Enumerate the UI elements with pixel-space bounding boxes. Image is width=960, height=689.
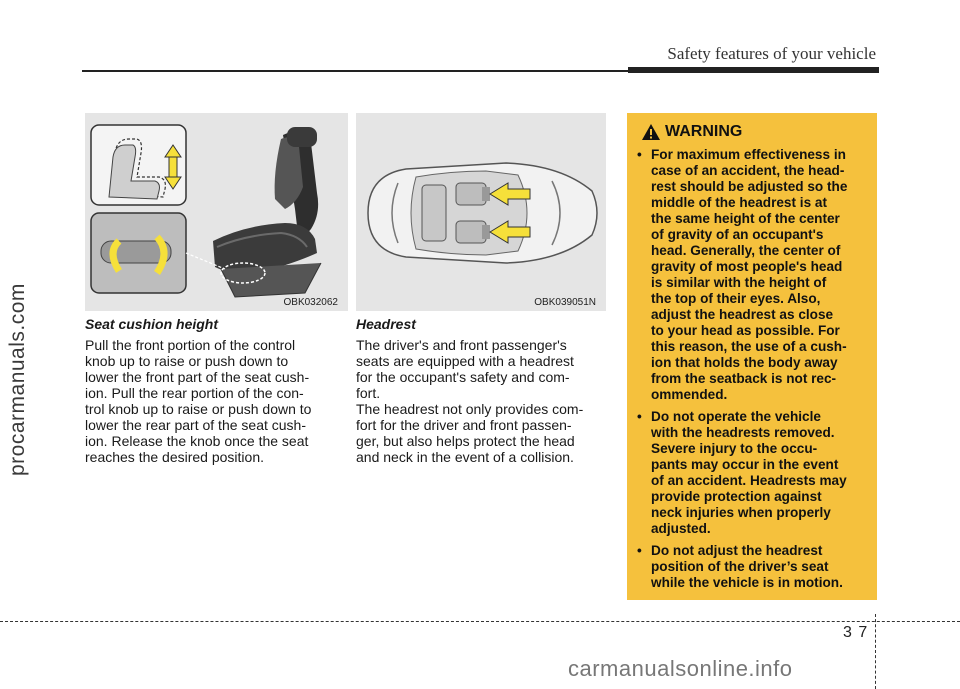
warning-box (627, 113, 877, 600)
warning-list (637, 147, 871, 597)
side-watermark: procarmanuals.com (6, 283, 29, 476)
page-number-divider (875, 614, 876, 689)
seat-cushion-section (85, 316, 350, 465)
headrest-section (356, 316, 606, 465)
front-seat-upper (456, 183, 486, 205)
headrest-figure (356, 113, 606, 311)
header-rule-accent (628, 67, 879, 73)
seat-illustration (85, 113, 348, 311)
warning-item: • For maximum effectiveness in case of an accident, the head- rest should be adjusted so the middle of the headrest is at the same height of the center of gravity of an occupant's head. Generally, the center of gravity of most people's head is similar with the height of the top of their eyes. Also, adjust the headrest as close to your head as possible. For this reason, the use of a cush- ion that holds the body away from the seatback is not rec- ommended. (637, 147, 871, 403)
page-section-title: Safety features of your vehicle (667, 44, 876, 63)
warning-item: • Do not operate the vehicle with the headrests removed. Severe injury to the occu- pants may occur in the event of an accident. Headrests may provide protection against neck injuries when properly adjusted. (637, 409, 871, 537)
car-top-view-illustration (356, 113, 606, 311)
seat-cushion-figure (85, 113, 348, 311)
warning-triangle-icon (641, 123, 661, 141)
footer-rule (0, 621, 960, 622)
section-paragraph: The driver's and front passenger's seats are equipped with a headrest for the occupant's safety and com- fort. (356, 337, 574, 401)
figure-code: OBK032062 (283, 297, 338, 308)
warning-title: WARNING (665, 123, 743, 140)
front-seat-lower (456, 221, 486, 243)
page-number: 3 7 (843, 624, 869, 641)
rear-bench (422, 185, 446, 241)
section-heading: Headrest (356, 316, 416, 332)
warning-item: • Do not adjust the headrest position of the driver’s seat while the vehicle is in motion. (637, 543, 871, 591)
section-heading: Seat cushion height (85, 316, 219, 332)
headrest-shape (287, 127, 317, 147)
section-paragraph: The headrest not only provides com- fort for the driver and front passen- ger, but also helps protect the head and neck in the event of a collision. (356, 401, 584, 465)
section-body: Pull the front portion of the control knob up to raise or push down to lower the front part of the seat cush- ion. Pull the rear portion of the con- trol knob up to raise or push down to lower the rear part of the seat cush- ion. Release the knob once the seat reaches the desired position. (85, 337, 312, 465)
bottom-watermark: carmanualsonline.info (568, 656, 793, 681)
figure-code: OBK039051N (534, 297, 596, 308)
